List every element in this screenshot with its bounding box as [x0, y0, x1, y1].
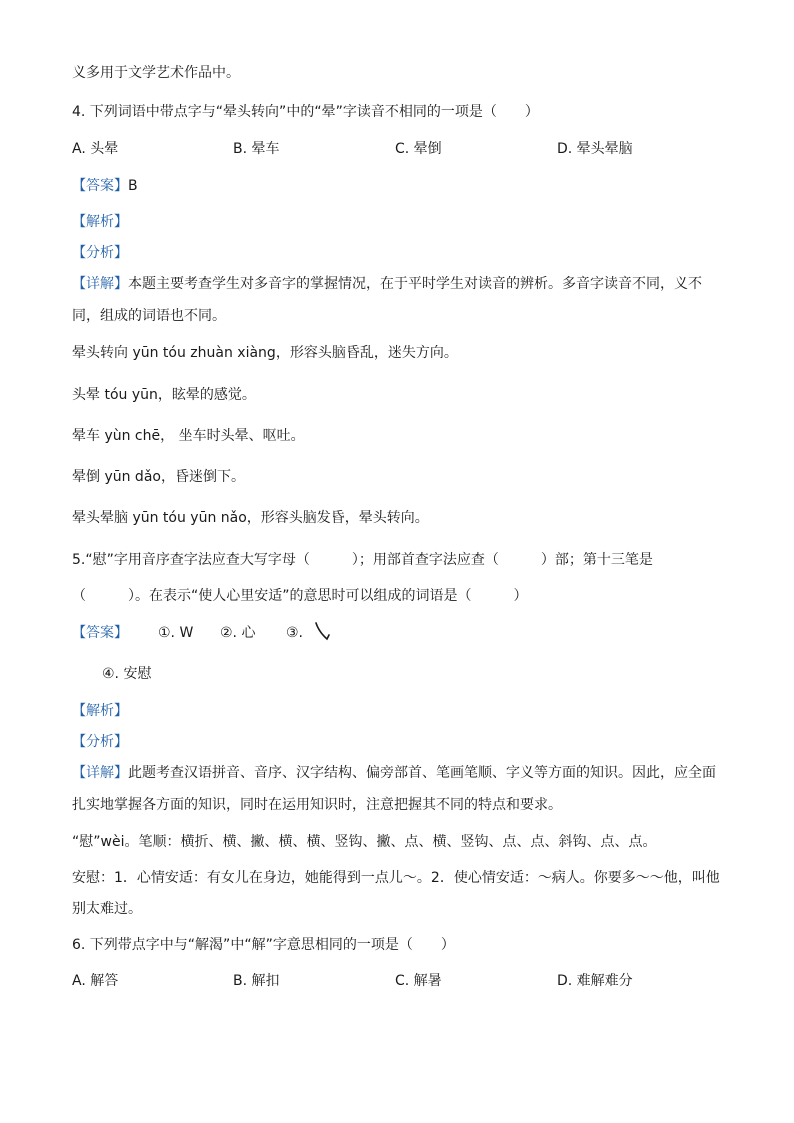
answer-line-4 [72, 176, 138, 196]
q4-option-b: B. 晕车 [233, 141, 280, 157]
fenxi-tag: 【分析】 [72, 245, 128, 261]
answer-5-item-3: ③. [286, 625, 304, 641]
detail-text: 本题主要考查学生对多音字的掌握情况，在于平时学生对读音的辨析。多音字读音不同，义不 [128, 276, 702, 292]
detail-line-2: 同，组成的词语也不同。 [72, 308, 226, 324]
answer-5-item-1: ①. W [158, 625, 194, 641]
q4-option-c: C. 晕倒 [395, 141, 442, 157]
answer-5-item-2: ②. 心 [220, 625, 256, 641]
pinyin-line-5: 晕头晕脑 yūn tóu yūn nǎo，形容头脑发昏，晕头转向。 [72, 510, 429, 526]
pinyin-line-4: 晕倒 yūn dǎo，昏迷倒下。 [72, 469, 245, 485]
question-6: 6. 下列带点字中与“解渴”中“解”字意思相同的一项是（ ） [72, 937, 455, 953]
detail-tag: 【详解】 [72, 276, 128, 292]
detail-5-line-1 [72, 763, 716, 783]
q4-option-d: D. 晕头晕脑 [557, 141, 633, 157]
detail-5-line-2: 扎实地掌握各方面的知识，同时在运用知识时，注意把握其不同的特点和要求。 [72, 797, 562, 813]
detail-5-line-4: 安慰：1．心情安适：有女儿在身边，她能得到一点儿～。2．使心情安适：～病人。你要多～～他，叫他 [72, 870, 720, 886]
q6-option-c: C. 解暑 [395, 973, 442, 989]
q6-option-b: B. 解扣 [233, 973, 280, 989]
fenxi-tag-5: 【分析】 [72, 734, 128, 750]
answer-tag-5: 【答案】 [72, 625, 128, 641]
analysis-tag: 【解析】 [72, 214, 128, 230]
answer-tag: 【答案】 [72, 178, 128, 194]
slant-hook-stroke-icon [312, 620, 332, 644]
analysis-tag-5: 【解析】 [72, 703, 128, 719]
text-line: 义多用于文学艺术作品中。 [72, 65, 240, 81]
pinyin-line-3: 晕车 yùn chē， 坐车时头晕、呕吐。 [72, 428, 305, 444]
answer-5-item-4: ④. 安慰 [102, 666, 152, 682]
pinyin-line-2: 头晕 tóu yūn，眩晕的感觉。 [72, 387, 256, 403]
question-5-line-2: （ ）。在表示“使人心里安适”的意思时可以组成的词语是（ ） [72, 588, 528, 604]
detail-5-text: 此题考查汉语拼音、音序、汉字结构、偏旁部首、笔画笔顺、字义等方面的知识。因此，应全面 [128, 765, 716, 781]
detail-5-line-3: “慰”wèi。笔顺：横折、横、撇、横、横、竖钩、撇、点、横、竖钩、点、点、斜钩、点、点。 [72, 834, 657, 850]
detail-5-line-5: 别太难过。 [72, 901, 142, 917]
question-4: 4. 下列词语中带点字与“晕头转向”中的“晕”字读音不相同的一项是（ ） [72, 104, 539, 120]
detail-line-1 [72, 274, 702, 294]
q4-option-a: A. 头晕 [72, 141, 119, 157]
detail-tag-5: 【详解】 [72, 765, 128, 781]
answer-value: B [128, 178, 138, 194]
question-5-line-1: 5.“慰”字用音序查字法应查大写字母（ ）；用部首查字法应查（ ）部；第十三笔是 [72, 552, 653, 568]
q6-option-a: A. 解答 [72, 973, 119, 989]
pinyin-line-1: 晕头转向 yūn tóu zhuàn xiàng，形容头脑昏乱，迷失方向。 [72, 345, 458, 361]
q6-option-d: D. 难解难分 [557, 973, 633, 989]
